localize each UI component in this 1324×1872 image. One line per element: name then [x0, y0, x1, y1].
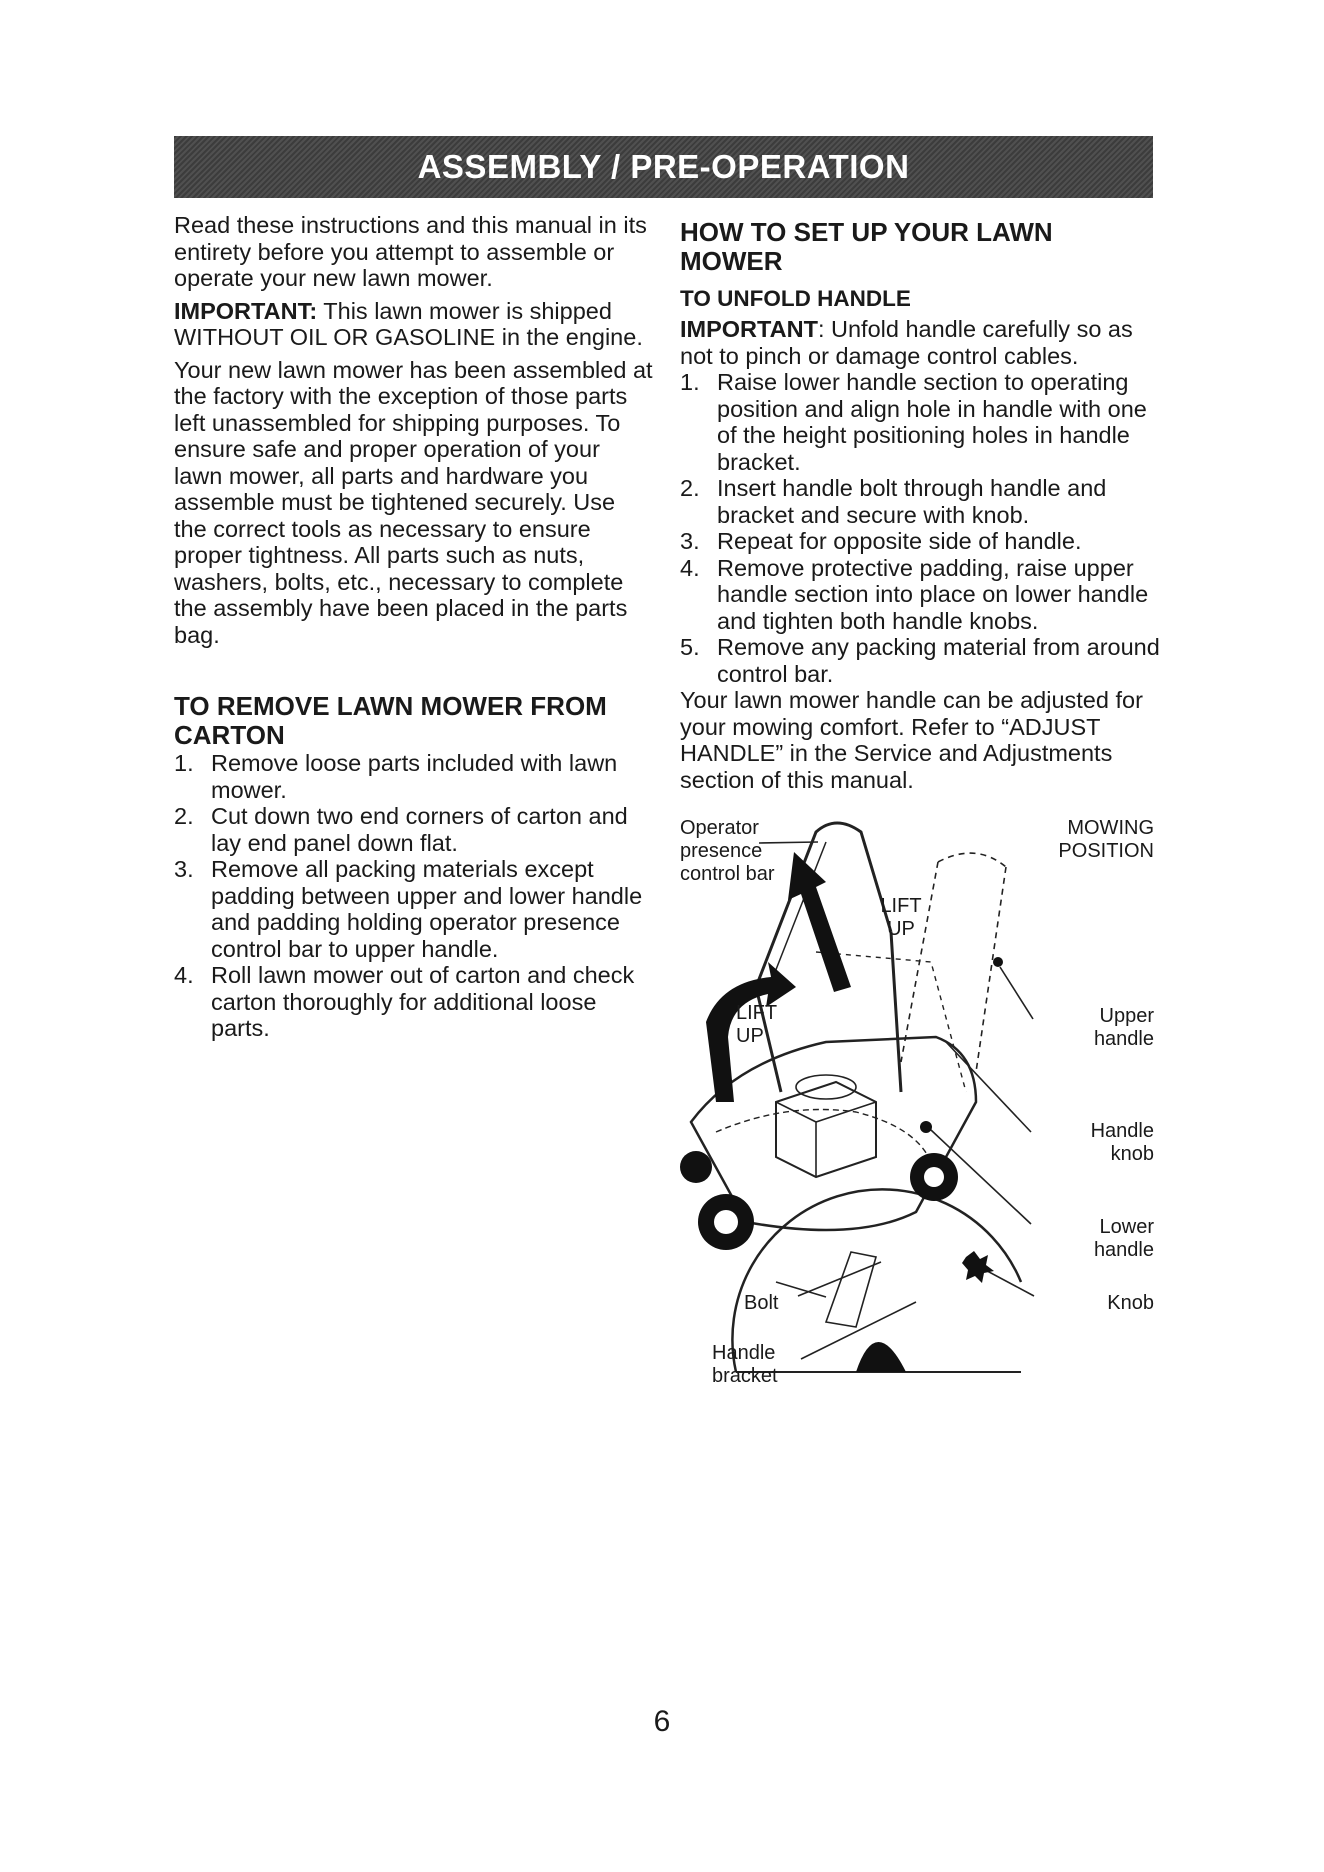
handle-bracket-label: Handle bracket — [712, 1342, 778, 1387]
handle-knob-label: Handle knob — [1090, 1120, 1154, 1165]
list-item: 1. Raise lower handle section to operating position and align hole in handle with one of the height positioning holes in handle bracket. — [680, 369, 1147, 475]
mower-handle-illustration — [676, 812, 1160, 1412]
list-item: 4. Remove protective padding, raise upper handle section into place on lower handle and tighten both handle knobs. — [680, 554, 1149, 634]
mowing-position-label: MOWING POSITION — [1058, 817, 1154, 862]
right-column — [680, 218, 1160, 799]
page-number: 6 — [653, 1705, 671, 1738]
unfold-important-note — [680, 316, 1160, 369]
list-item: 5. Remove any packing material from around control bar. — [680, 634, 1160, 687]
important-text: This lawn mower is shipped WITHOUT OIL OR GASOLINE in the engine. — [174, 297, 643, 350]
remove-steps-list — [174, 750, 654, 1042]
left-column — [174, 212, 654, 1042]
list-item: 3. Remove all packing materials except padding between upper and lower handle and padding holding operator presence control bar to upper handle. — [174, 856, 643, 962]
lift-up-left-label: LIFT UP — [736, 1002, 777, 1047]
lift-up-top-label: LIFT UP — [880, 895, 922, 940]
assembled-paragraph: Your new lawn mower has been assembled at the factory with the exception of those parts left unassembled for shipping purposes. To ensure safe and proper operation of your lawn mower, all parts and hardware you assemble must be tightened securely. Use the correct tools as necessary to ensure proper tightness. All parts such as nuts, washers, bolts, etc., necessary to complete the assembly have been placed in the parts bag. — [174, 356, 653, 648]
section-title: ASSEMBLY / PRE-OPERATION — [417, 148, 910, 185]
upper-handle-label: Upper handle — [1093, 1005, 1154, 1050]
list-item: 1. Remove loose parts included with lawn mower. — [174, 750, 618, 803]
unfold-steps-list — [680, 369, 1160, 687]
important-note — [174, 298, 654, 351]
knob-label: Knob — [1107, 1292, 1154, 1314]
unfold-heading: TO UNFOLD HANDLE — [680, 286, 911, 311]
intro-paragraph: Read these instructions and this manual in its entirety before you attempt to assemble or operate your new lawn mower. — [174, 212, 647, 291]
list-item: 3. Repeat for opposite side of handle. — [680, 528, 1082, 554]
list-item: 2. Insert handle bolt through handle and bracket and secure with knob. — [680, 475, 1107, 528]
bolt-label: Bolt — [744, 1292, 779, 1314]
important-label: IMPORTANT — [680, 316, 818, 342]
remove-heading: TO REMOVE LAWN MOWER FROM CARTON — [174, 691, 607, 750]
lower-handle-label: Lower handle — [1093, 1216, 1154, 1261]
list-item: 4. Roll lawn mower out of carton and check carton thoroughly for additional loose parts. — [174, 962, 635, 1041]
important-label: IMPORTANT: — [174, 297, 318, 324]
adjust-paragraph: Your lawn mower handle can be adjusted for your mowing comfort. Refer to “ADJUST HANDLE” in the Service and Adjustments section of this manual. — [680, 687, 1143, 793]
section-banner — [174, 136, 1153, 198]
operator-presence-label: Operator presence control bar — [680, 817, 775, 885]
list-item: 2. Cut down two end corners of carton and lay end panel down flat. — [174, 803, 628, 856]
setup-heading: HOW TO SET UP YOUR LAWN MOWER — [680, 217, 1053, 276]
important-text: : Unfold handle carefully so as not to pinch or damage control cables. — [680, 316, 1133, 369]
